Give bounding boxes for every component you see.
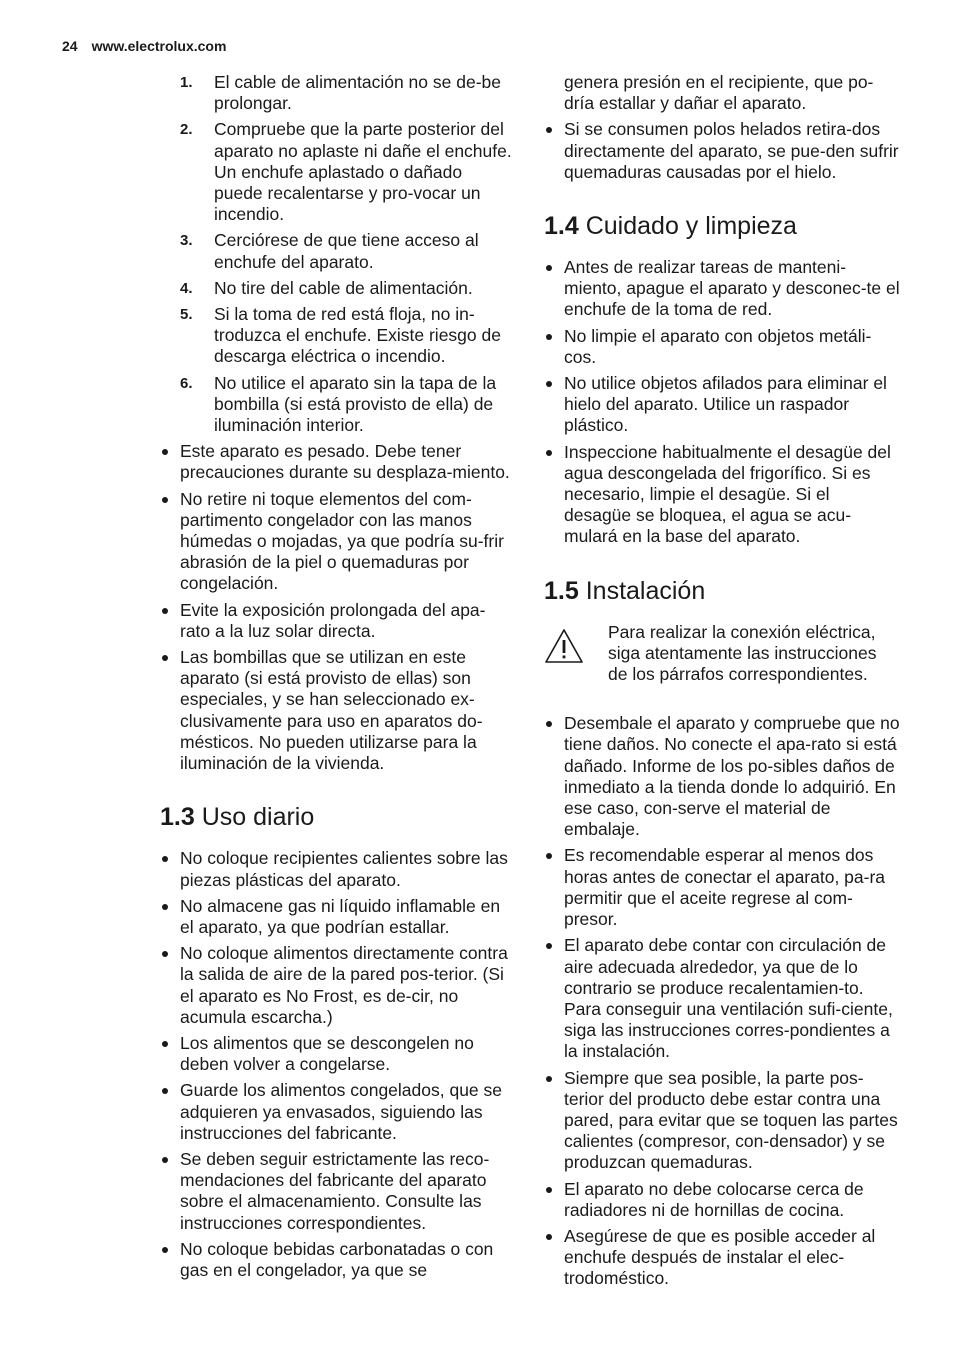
warning-box bbox=[544, 622, 900, 686]
bullet-list bbox=[160, 441, 515, 774]
numbered-item: 5. Si la toma de red está floja, no in-troduzca el enchufe. Existe riesgo de descarga eléctrica o incendio. bbox=[180, 304, 501, 367]
section-heading-1-3: 1.3 Uso diario bbox=[160, 803, 315, 832]
list-item: Es recomendable esperar al menos dos horas antes de conectar el aparato, pa-ra permitir que el aceite regrese al com-presor. bbox=[544, 845, 900, 930]
numbered-item: 2. Compruebe que la parte posterior del aparato no aplaste ni dañe el enchufe. Un enchufe aplastado o dañado puede recalentarse y pro-vocar un incendio. bbox=[180, 119, 512, 225]
list-item: Guarde los alimentos congelados, que se adquieren ya envasados, siguiendo las instrucciones del fabricante. bbox=[160, 1080, 515, 1144]
list-item: Desembale el aparato y compruebe que no tiene daños. No conecte el apa-rato si está dañado. Informe de los po-sibles daños de inmediato a la tienda donde lo adquirió. En ese caso, con-serve el material de embalaje. bbox=[544, 713, 900, 840]
list-item: No utilice objetos afilados para eliminar el hielo del aparato. Utilice un raspador plástico. bbox=[544, 373, 900, 437]
list-item: Siempre que sea posible, la parte pos-terior del producto debe estar contra una pared, para evitar que se toquen las partes calientes (compresor, con-densador) y se produzcan quemaduras. bbox=[544, 1068, 900, 1174]
list-item: Antes de realizar tareas de manteni-miento, apague el aparato y desconec-te el enchufe de la toma de red. bbox=[544, 257, 900, 321]
numbered-item: 1. El cable de alimentación no se de-be prolongar. bbox=[180, 72, 501, 114]
right-column bbox=[544, 72, 900, 1295]
warning-text: Para realizar la conexión eléctrica, siga atentamente las instrucciones de los párrafos correspondientes. bbox=[608, 621, 877, 685]
list-item: No coloque recipientes calientes sobre las piezas plásticas del aparato. bbox=[160, 848, 515, 890]
bullet-list-cuidado bbox=[544, 257, 900, 548]
numbered-item: 4. No tire del cable de alimentación. bbox=[180, 277, 473, 298]
list-item: Evite la exposición prolongada del apa-rato a la luz solar directa. bbox=[160, 600, 515, 642]
website-url: www.electrolux.com bbox=[91, 38, 227, 54]
bullet-list bbox=[544, 119, 900, 183]
list-item: No coloque bebidas carbonatadas o con gas en el congelador, ya que se bbox=[160, 1239, 515, 1281]
bullet-list-uso-diario bbox=[160, 848, 515, 1281]
continued-text: genera presión en el recipiente, que po-dría estallar y dañar el aparato. bbox=[564, 72, 874, 114]
list-item: Si se consumen polos helados retira-dos directamente del aparato, se pue-den sufrir quemaduras causadas por el hielo. bbox=[544, 119, 900, 183]
list-item: Inspeccione habitualmente el desagüe del agua descongelada del frigorífico. Si es necesario, limpie el desagüe. Si el desagüe se bloquea, el agua se acu-mulará en la base del aparato. bbox=[544, 442, 900, 548]
list-item: Las bombillas que se utilizan en este aparato (si está provisto de ellas) son especiales, y se han seleccionado ex-clusivamente para uso en aparatos do-mésticos. No pueden utilizarse para la iluminación de la vivienda. bbox=[160, 647, 515, 774]
section-heading-1-4: 1.4 Cuidado y limpieza bbox=[544, 212, 797, 241]
page-number: 24 bbox=[62, 38, 78, 54]
section-heading-1-5: 1.5 Instalación bbox=[544, 576, 706, 605]
numbered-item: 3. Cerciórese de que tiene acceso al enchufe del aparato. bbox=[180, 230, 479, 272]
list-item: Asegúrese de que es posible acceder al enchufe después de instalar el elec-trodoméstico. bbox=[544, 1226, 900, 1290]
list-item: No almacene gas ni líquido inflamable en el aparato, ya que podrían estallar. bbox=[160, 896, 515, 938]
list-item: No retire ni toque elementos del com-partimento congelador con las manos húmedas o mojadas, ya que podría su-frir abrasión de la piel o quemaduras por congelación. bbox=[160, 489, 515, 595]
list-item: El aparato debe contar con circulación de aire adecuada alrededor, ya que de lo contrario se produce recalentamien-to. Para conseguir una ventilación sufi-ciente, siga las instrucciones corres-pondientes a la instalación. bbox=[544, 935, 900, 1062]
list-item: No coloque alimentos directamente contra la salida de aire de la pared pos-terior. (Si el aparato es No Frost, es de-cir, no acumula escarcha.) bbox=[160, 943, 515, 1028]
warning-triangle-icon bbox=[544, 628, 584, 664]
list-item: El aparato no debe colocarse cerca de radiadores ni de hornillas de cocina. bbox=[544, 1179, 900, 1221]
page-header bbox=[62, 38, 226, 54]
list-item: Los alimentos que se descongelen no deben volver a congelarse. bbox=[160, 1033, 515, 1075]
numbered-list bbox=[180, 72, 515, 436]
list-item: Este aparato es pesado. Debe tener precauciones durante su desplaza-miento. bbox=[160, 441, 515, 483]
numbered-item: 6. No utilice el aparato sin la tapa de la bombilla (si está provisto de ella) de iluminación interior. bbox=[180, 372, 497, 436]
list-item: Se deben seguir estrictamente las reco-mendaciones del fabricante del aparato sobre el almacenamiento. Consulte las instrucciones correspondientes. bbox=[160, 1149, 515, 1234]
bullet-list-instalacion bbox=[544, 713, 900, 1289]
list-item: No limpie el aparato con objetos metáli-cos. bbox=[544, 326, 900, 368]
left-column bbox=[160, 72, 515, 1286]
